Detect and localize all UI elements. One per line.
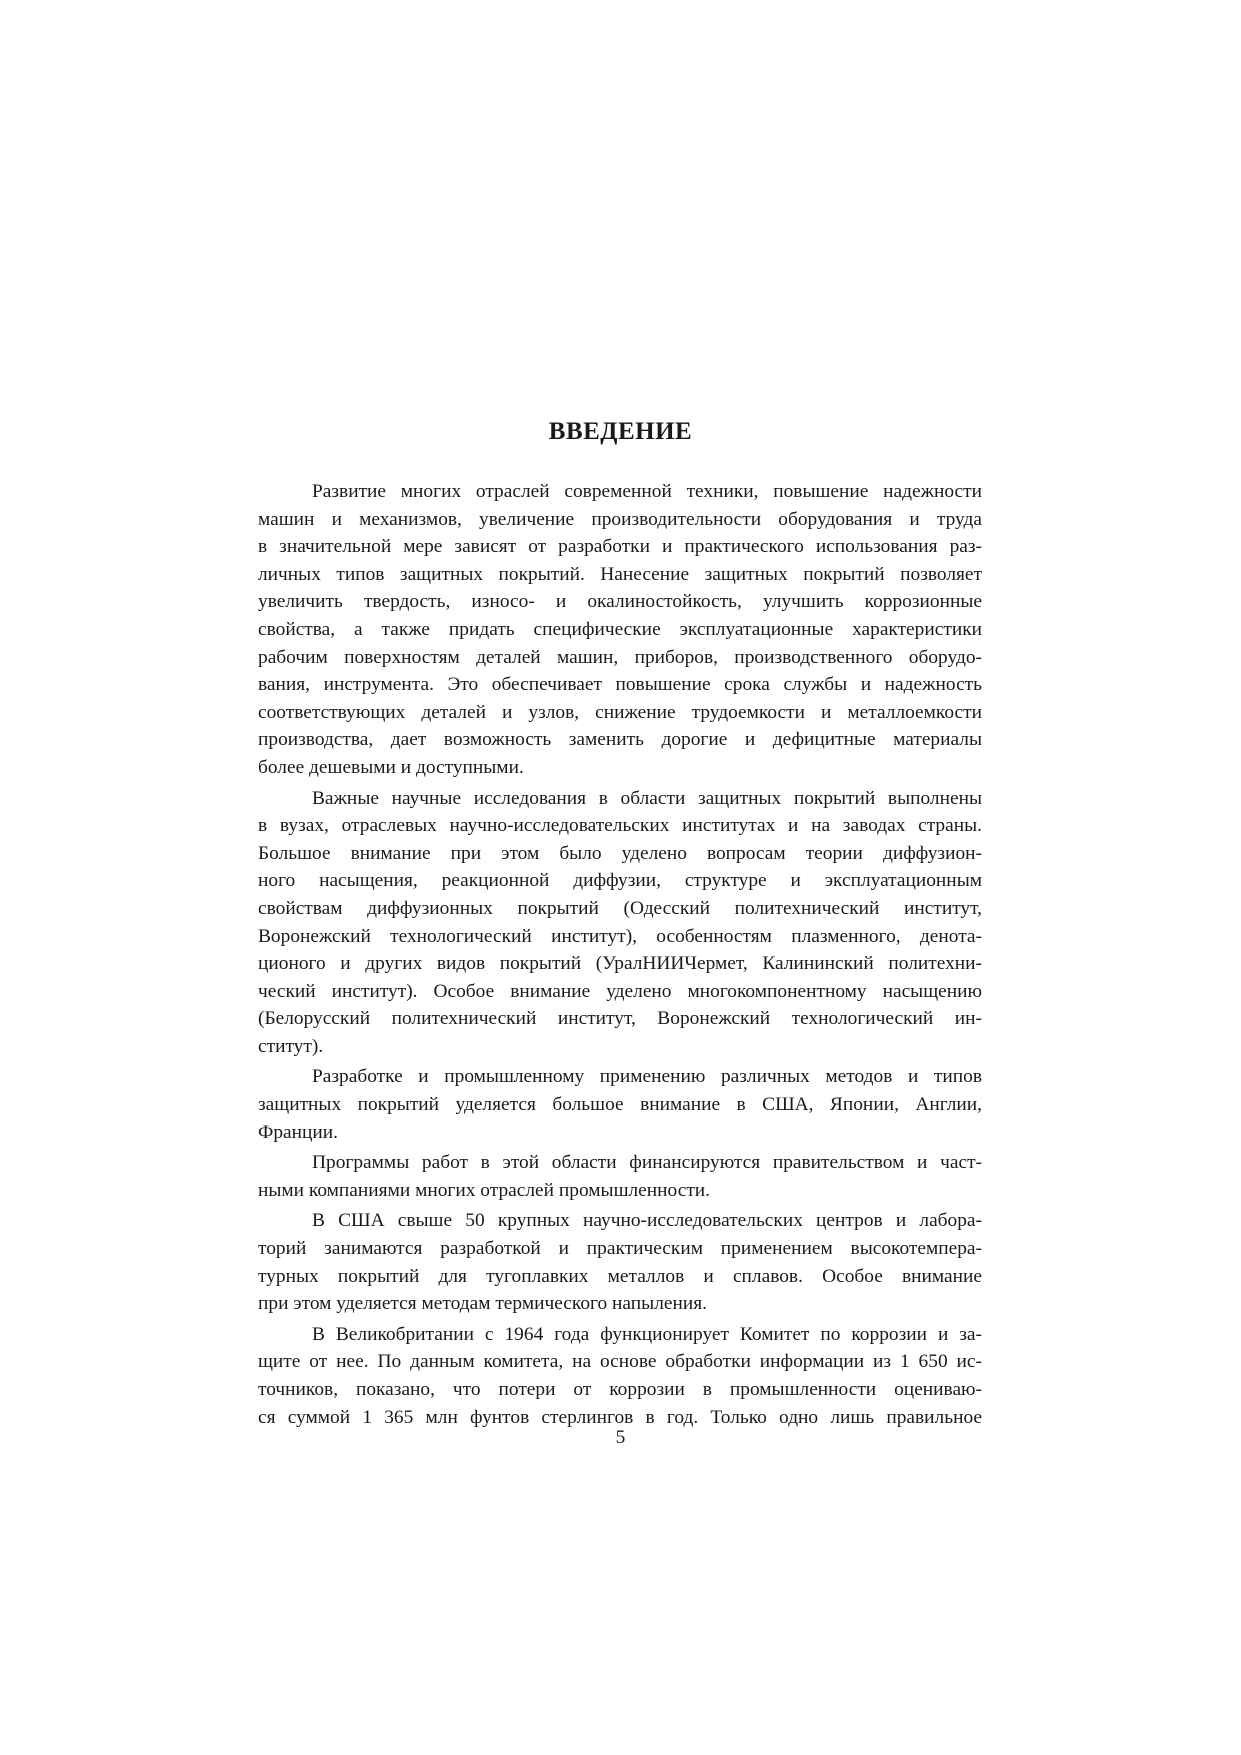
text-line: защитных покрытий уделяется большое внимание в США, Японии, Англии, <box>258 1094 982 1116</box>
text-line: щите от нее. По данным комитета, на основе обработки информации из 1 650 ис- <box>258 1351 982 1373</box>
text-line: производства, дает возможность заменить дорогие и дефицитные материалы <box>258 729 982 751</box>
text-line: Развитие многих отраслей современной техники, повышение надежности <box>312 481 982 502</box>
text-line: машин и механизмов, увеличение производительности оборудования и труда <box>258 508 982 530</box>
paragraph <box>258 1063 982 1146</box>
body-text <box>258 478 982 1431</box>
text-line: в вузах, отраслевых научно-исследовательских институтах и на заводах страны. <box>258 815 982 837</box>
page-title: ВВЕДЕНИЕ <box>548 418 693 445</box>
text-line: Большое внимание при этом было уделено вопросам теории диффузион- <box>258 842 982 864</box>
paragraph <box>258 1207 982 1317</box>
text-line: Франции. <box>258 1121 338 1143</box>
text-line: более дешевыми и доступными. <box>258 756 524 778</box>
text-line: В Великобритании с 1964 года функционирует Комитет по коррозии и за- <box>312 1323 982 1345</box>
text-line: при этом уделяется методам термического напыления. <box>258 1293 707 1315</box>
text-line: Воронежский технологический институт), особенностям плазменного, денота- <box>258 925 982 947</box>
text-line: свойствам диффузионных покрытий (Одесский политехнический институт, <box>258 897 982 919</box>
text-line: рабочим поверхностям деталей машин, приборов, производственного оборудо- <box>258 646 982 668</box>
text-line: ного насыщения, реакционной диффузии, структуре и эксплуатационным <box>258 870 982 892</box>
text-line: соответствующих деталей и узлов, снижение трудоемкости и металлоемкости <box>258 701 982 723</box>
text-line: Разработке и промышленному применению различных методов и типов <box>312 1066 982 1088</box>
paragraph <box>258 1149 982 1204</box>
text-line: ся суммой 1 365 млн фунтов стерлингов в год. Только одно лишь правильное <box>258 1406 982 1428</box>
text-line: ститут). <box>258 1035 324 1057</box>
text-line: В США свыше 50 крупных научно-исследовательских центров и лабора- <box>312 1210 982 1232</box>
text-line: ческий институт). Особое внимание уделено многокомпонентному насыщению <box>258 980 982 1002</box>
text-line: точников, показано, что потери от коррозии в промышленности оцениваю- <box>258 1379 982 1400</box>
text-line: вания, инструмента. Это обеспечивает повышение срока службы и надежность <box>258 674 982 696</box>
text-line: (Белорусский политехнический институт, Воронежский технологический ин- <box>258 1008 982 1030</box>
text-line: в значительной мере зависят от разработки и практического использования раз- <box>258 536 982 558</box>
paragraph <box>258 785 982 1061</box>
text-line: торий занимаются разработкой и практическим применением высокотемпера- <box>258 1238 982 1260</box>
text-line: личных типов защитных покрытий. Нанесение защитных покрытий позволяет <box>258 563 982 585</box>
text-line: Важные научные исследования в области защитных покрытий выполнены <box>312 787 982 809</box>
text-line: ционого и других видов покрытий (УралНИИЧермет, Калининский политехни- <box>258 953 982 975</box>
paragraph <box>258 478 982 782</box>
page-number: 5 <box>615 1427 626 1448</box>
text-line: свойства, а также придать специфические эксплуатационные характеристики <box>258 618 982 640</box>
text-line: увеличить твердость, износо- и окалиностойкость, улучшить коррозионные <box>258 591 982 613</box>
paragraph <box>258 1321 982 1431</box>
text-line: Программы работ в этой области финансируются правительством и част- <box>312 1152 982 1174</box>
text-line: турных покрытий для тугоплавких металлов и сплавов. Особое внимание <box>258 1265 982 1287</box>
text-line: ными компаниями многих отраслей промышленности. <box>258 1179 711 1201</box>
